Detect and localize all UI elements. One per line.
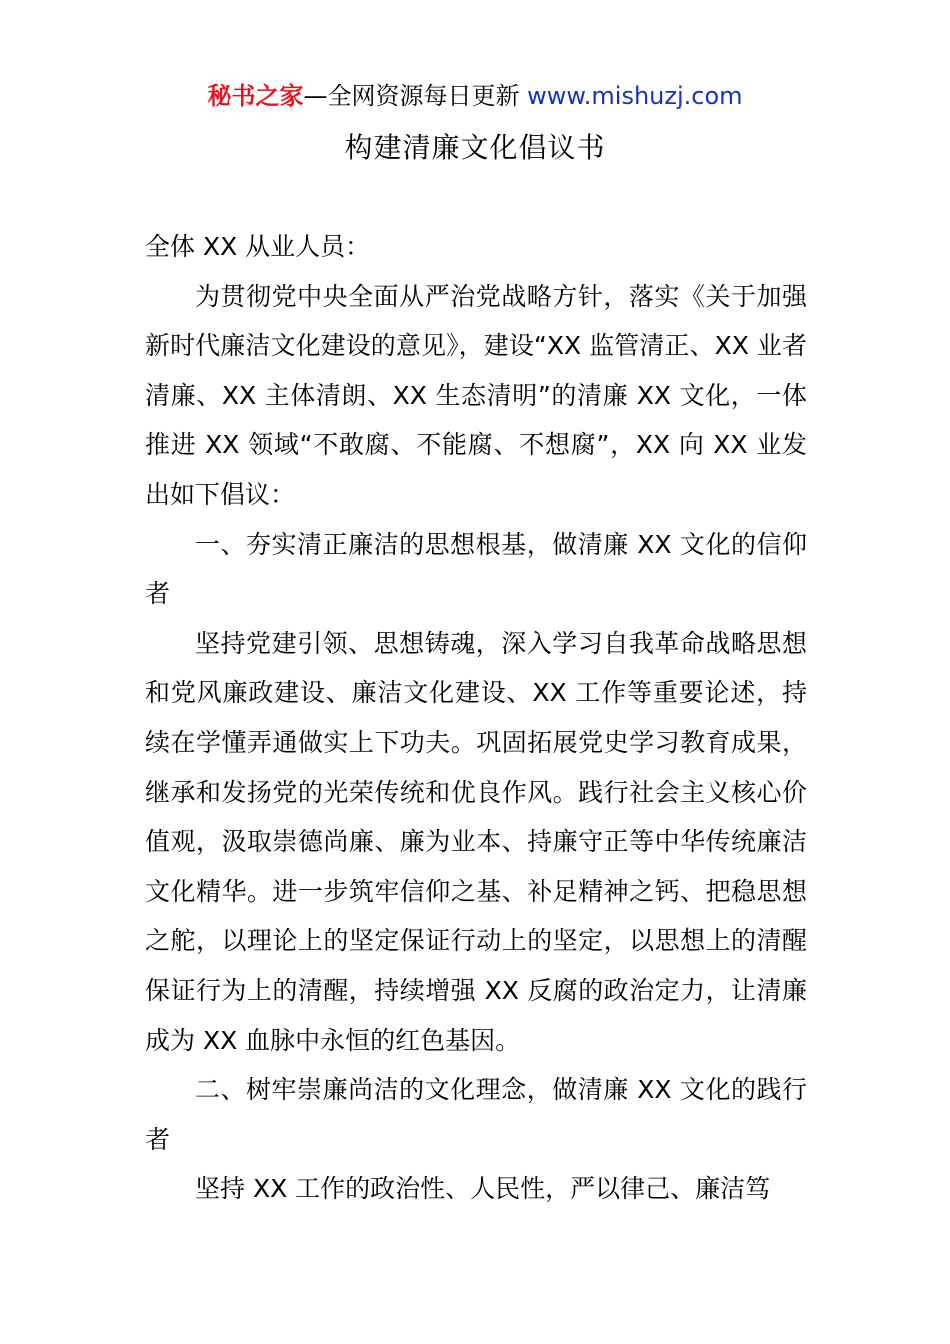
header-slogan: —全网资源每日更新 — [303, 82, 528, 110]
section-1-heading: 一、夯实清正廉洁的思想根基，做清廉 XX 文化的信仰者 — [145, 529, 807, 609]
document-title: 构建清廉文化倡议书 — [344, 131, 606, 164]
salutation: 全体 XX 从业人员： — [145, 232, 371, 261]
site-url-link[interactable]: www.mishuzj.com — [527, 82, 743, 110]
section-2-heading: 二、树牢崇廉尚洁的文化理念，做清廉 XX 文化的践行者 — [145, 1075, 807, 1154]
document-body — [145, 222, 807, 1214]
intro-paragraph: 为贯彻党中央全面从严治党战略方针，落实《关于加强新时代廉洁文化建设的意见》，建设“XX 监管清正、XX 业者清廉、XX 主体清朗、XX 生态清明”的清廉 XX 文化，一体推进 XX 领域“不敢腐、不能腐、不想腐”，XX 向 XX 业发出如下倡议： — [145, 281, 807, 509]
brand-name: 秘书之家 — [207, 82, 304, 110]
site-header — [0, 80, 950, 112]
section-2-paragraph: 坚持 XX 工作的政治性、人民性，严以律己、廉洁笃 — [195, 1174, 771, 1204]
section-1-paragraph: 坚持党建引领、思想铸魂，深入学习自我革命战略思想和党风廉政建设、廉洁文化建设、XX 工作等重要论述，持续在学懂弄通做实上下功夫。巩固拓展党史学习教育成果，继承和发扬党的光荣传统和优良作风。践行社会主义核心价值观，汲取崇德尚廉、廉为业本、持廉守正等中华传统廉洁文化精华。进一步筑牢信仰之基、补足精神之钙、把稳思想之舵，以理论上的坚定保证行动上的坚定，以思想上的清醒保证行为上的清醒，持续增强 XX 反腐的政治定力，让清廉成为 XX 血脉中永恒的红色基因。 — [145, 628, 807, 1055]
